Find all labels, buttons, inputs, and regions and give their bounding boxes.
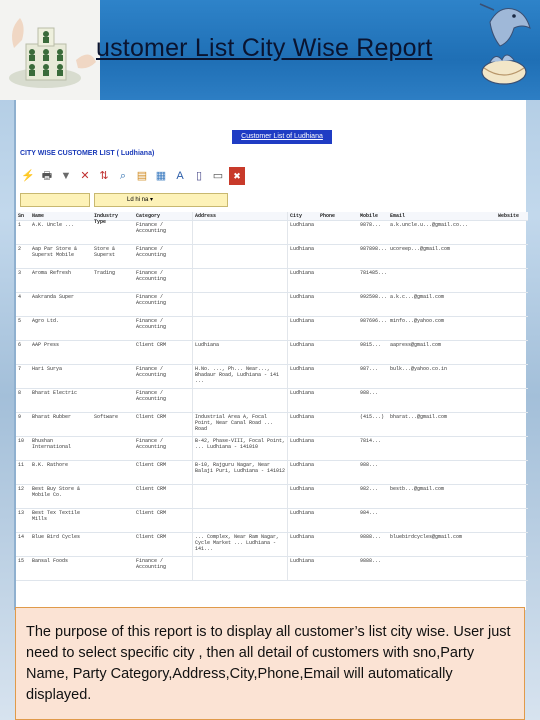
- report-description: The purpose of this report is to display all customer’s list city wise. User just need to select specific city , then all detail of customers with sno,Party Name, Party Category,Address,City,Phone,Email will automatically displayed.: [15, 607, 525, 720]
- cell-name: Agro Ltd.: [32, 318, 60, 324]
- cell-phone: [318, 461, 358, 484]
- cell-city: Ludhiana: [290, 558, 315, 564]
- cell-email: ucoreep...@gmail.com: [390, 246, 451, 252]
- cell-city: Ludhiana: [290, 486, 315, 492]
- cell-category: Client CRM: [136, 510, 167, 516]
- cell-address: ... Complex, Near Ram Nagar, Cycle Market ... Ludhiana - 141...: [192, 533, 288, 556]
- print-icon[interactable]: 🖶: [41, 169, 53, 182]
- cell-sno: 3: [18, 270, 22, 276]
- column-header[interactable]: Sn: [18, 213, 25, 219]
- column-header[interactable]: Address: [192, 212, 288, 220]
- cell-website: [496, 413, 526, 436]
- cell-name: AAP Press: [32, 342, 60, 348]
- close-icon[interactable]: ✖: [229, 167, 245, 185]
- cell-sno: 2: [18, 246, 22, 252]
- cell-category: Finance / Accounting: [136, 270, 167, 282]
- cell-mobile: 987696...: [360, 318, 388, 324]
- table-row[interactable]: [16, 485, 528, 509]
- cell-city: Ludhiana: [290, 342, 315, 348]
- cell-industry: [92, 485, 134, 508]
- cell-category: Client CRM: [136, 414, 167, 420]
- cell-email: bestb...@gmail.com: [390, 486, 445, 492]
- cell-sno: 7: [18, 366, 22, 372]
- cell-mobile: (415...): [360, 414, 385, 420]
- table-row[interactable]: [16, 509, 528, 533]
- sort-icon[interactable]: ⇅: [99, 169, 109, 182]
- cell-phone: [318, 221, 358, 244]
- table-row[interactable]: [16, 557, 528, 581]
- cell-address: [192, 293, 288, 316]
- cell-mobile: 984...: [360, 510, 379, 516]
- cell-sno: 12: [18, 486, 25, 492]
- selected-city-value: Ld hi na: [127, 197, 149, 203]
- cell-phone: [318, 413, 358, 436]
- customer-list-header-button[interactable]: Customer List of Ludhiana: [232, 130, 332, 144]
- cell-website: [496, 293, 526, 316]
- cell-address: Industrial Area A, Focal Point, Near Canal Road ... Road: [192, 413, 288, 436]
- cell-address: [192, 389, 288, 412]
- table-row[interactable]: [16, 221, 528, 245]
- font-icon[interactable]: A: [176, 169, 184, 182]
- city-select[interactable]: Ld hi na ▾: [94, 193, 228, 207]
- cell-category: Client CRM: [136, 342, 167, 348]
- cell-category: Finance / Accounting: [136, 222, 167, 234]
- cell-category: Finance / Accounting: [136, 294, 167, 306]
- cell-phone: [318, 317, 358, 340]
- cell-industry: Store & Superst: [94, 246, 116, 258]
- cell-address: [192, 557, 288, 580]
- cell-category: Finance / Accounting: [136, 438, 167, 450]
- cell-sno: 9: [18, 414, 22, 420]
- column-header[interactable]: Website: [498, 213, 520, 219]
- zoom-icon[interactable]: ⌕: [119, 169, 127, 182]
- cell-sno: 8: [18, 390, 22, 396]
- cell-industry: [92, 317, 134, 340]
- cell-phone: [318, 557, 358, 580]
- cell-industry: Software: [94, 414, 119, 420]
- cell-industry: [92, 461, 134, 484]
- cell-city: Ludhiana: [290, 318, 315, 324]
- table-row[interactable]: [16, 413, 528, 437]
- bird-nest-logo: [470, 2, 538, 98]
- cell-mobile: 988...: [360, 462, 379, 468]
- column-header[interactable]: Phone: [320, 213, 336, 219]
- cell-city: Ludhiana: [290, 246, 315, 252]
- cell-mobile: 987...: [360, 366, 379, 372]
- cell-name: Best Tex Textile Mills: [32, 510, 81, 522]
- cell-mobile: 9888...: [360, 534, 382, 540]
- cell-website: [496, 461, 526, 484]
- cell-industry: [92, 509, 134, 532]
- cell-city: Ludhiana: [290, 294, 315, 300]
- report-toolbar: [20, 167, 245, 185]
- cell-address: [192, 221, 288, 244]
- cell-email: a.k.c...@gmail.com: [390, 294, 445, 300]
- cell-phone: [318, 365, 358, 388]
- cell-phone: [318, 245, 358, 268]
- table-row[interactable]: [16, 533, 528, 557]
- cell-category: Finance / Accounting: [136, 366, 167, 378]
- cell-email: [388, 437, 496, 460]
- cell-sno: 14: [18, 534, 25, 540]
- cell-mobile: 781485...: [360, 270, 388, 276]
- cell-name: Blue Bird Cycles: [32, 534, 81, 540]
- cell-address: B-10, Rajguru Nagar, Near Balaji Puri, Ludhiana - 141012: [192, 461, 288, 484]
- cell-industry: [92, 221, 134, 244]
- table-row[interactable]: [16, 437, 528, 461]
- cell-address: Ludhiana: [192, 341, 288, 364]
- cell-city: Ludhiana: [290, 390, 315, 396]
- cell-phone: [318, 437, 358, 460]
- cell-mobile: 9888...: [360, 558, 382, 564]
- cell-website: [496, 533, 526, 556]
- cell-category: Finance / Accounting: [136, 318, 167, 330]
- table-body: [16, 221, 528, 581]
- table-row[interactable]: [16, 341, 528, 365]
- slide-banner: [0, 0, 540, 100]
- cell-industry: [92, 293, 134, 316]
- column-header[interactable]: City: [290, 213, 303, 219]
- cell-sno: 1: [18, 222, 22, 228]
- cell-city: Ludhiana: [290, 510, 315, 516]
- cell-website: [496, 317, 526, 340]
- table-row[interactable]: [16, 293, 528, 317]
- cell-industry: [92, 365, 134, 388]
- table-row[interactable]: [16, 365, 528, 389]
- cell-name: Bharat Rubber: [32, 414, 72, 420]
- cell-website: [496, 221, 526, 244]
- cell-mobile: 9815...: [360, 342, 382, 348]
- cell-sno: 4: [18, 294, 22, 300]
- cell-mobile: 992598...: [360, 294, 388, 300]
- cell-city: Ludhiana: [290, 414, 315, 420]
- cell-industry: [92, 557, 134, 580]
- table-row[interactable]: [16, 269, 528, 293]
- cell-phone: [318, 269, 358, 292]
- team-building-image: [0, 0, 100, 100]
- cell-mobile: 982...: [360, 486, 379, 492]
- cell-city: Ludhiana: [290, 366, 315, 372]
- cell-website: [496, 509, 526, 532]
- cell-phone: [318, 533, 358, 556]
- cell-address: [192, 317, 288, 340]
- cell-name: Hari Surya: [32, 366, 63, 372]
- cell-sno: 13: [18, 510, 25, 516]
- lightning-icon[interactable]: ⚡: [21, 169, 35, 182]
- table-row[interactable]: [16, 317, 528, 341]
- cell-name: Best Buy Store & Mobile Co.: [32, 486, 81, 498]
- cell-address: [192, 245, 288, 268]
- cell-website: [496, 269, 526, 292]
- cell-website: [496, 341, 526, 364]
- cell-category: Client CRM: [136, 462, 167, 468]
- cell-industry: Trading: [94, 270, 116, 276]
- column-header[interactable]: Name: [32, 213, 45, 219]
- cell-name: Bansal Foods: [32, 558, 69, 564]
- cell-website: [496, 557, 526, 580]
- cell-name: B.K. Rathore: [32, 462, 69, 468]
- cell-industry: [92, 437, 134, 460]
- cell-sno: 6: [18, 342, 22, 348]
- cell-email: [388, 557, 496, 580]
- cell-category: Client CRM: [136, 486, 167, 492]
- cell-industry: [92, 341, 134, 364]
- table-row[interactable]: [16, 389, 528, 413]
- cell-email: bharat...@gmail.com: [390, 414, 448, 420]
- cell-address: [192, 485, 288, 508]
- city-filter-input[interactable]: [20, 193, 90, 207]
- cell-city: Ludhiana: [290, 462, 315, 468]
- cell-address: B-42, Phase-VIII, Focal Point, ... Ludhiana - 141010: [192, 437, 288, 460]
- cell-name: Bharat Electric: [32, 390, 78, 396]
- cell-phone: [318, 341, 358, 364]
- cell-city: Ludhiana: [290, 222, 315, 228]
- customer-table: [16, 212, 528, 581]
- slide-title: ustomer List City Wise Report: [96, 34, 433, 62]
- table-row[interactable]: [16, 245, 528, 269]
- cell-mobile: 988...: [360, 390, 379, 396]
- cell-website: [496, 389, 526, 412]
- cell-mobile: 7814...: [360, 438, 382, 444]
- column-header[interactable]: Industry Type: [94, 213, 119, 225]
- cell-website: [496, 485, 526, 508]
- cell-website: [496, 437, 526, 460]
- cell-phone: [318, 293, 358, 316]
- cell-email: bulk...@yahoo.co.in: [390, 366, 448, 372]
- cell-email: [388, 509, 496, 532]
- report-screenshot: [14, 100, 526, 610]
- cell-sno: 10: [18, 438, 25, 444]
- cell-sno: 5: [18, 318, 22, 324]
- cell-email: [388, 461, 496, 484]
- cell-website: [496, 365, 526, 388]
- cell-mobile: 9878...: [360, 222, 382, 228]
- page-icon[interactable]: ▯: [195, 169, 203, 182]
- cell-phone: [318, 389, 358, 412]
- cell-name: Aroma Refresh: [32, 270, 72, 276]
- table-row[interactable]: [16, 461, 528, 485]
- cell-phone: [318, 509, 358, 532]
- document-icon[interactable]: ▭: [212, 169, 224, 182]
- cell-email: [388, 269, 496, 292]
- cell-sno: 15: [18, 558, 25, 564]
- clear-filter-icon[interactable]: ✕: [80, 169, 90, 182]
- grid-icon[interactable]: ▦: [155, 169, 167, 182]
- cell-email: minfo...@yahoo.com: [390, 318, 445, 324]
- cell-category: Finance / Accounting: [136, 558, 167, 570]
- cell-mobile: 987898...: [360, 246, 388, 252]
- filter-icon[interactable]: ▼: [60, 169, 72, 182]
- cell-city: Ludhiana: [290, 270, 315, 276]
- cell-industry: [92, 389, 134, 412]
- cell-sno: 11: [18, 462, 25, 468]
- cell-phone: [318, 485, 358, 508]
- cell-email: bluebirdcycles@gmail.com: [390, 534, 463, 540]
- cell-category: Finance / Accounting: [136, 390, 167, 402]
- cell-name: A.K. Uncle ...: [32, 222, 75, 228]
- cell-address: [192, 509, 288, 532]
- column-header[interactable]: Email: [390, 213, 406, 219]
- cell-city: Ludhiana: [290, 534, 315, 540]
- cell-email: a.k.uncle.u...@gmail.co...: [390, 222, 469, 228]
- cell-name: Bhushan International: [32, 438, 72, 450]
- cell-address: [192, 269, 288, 292]
- cell-name: Aap Par Store & Superst Mobile: [32, 246, 78, 258]
- column-header[interactable]: Category: [136, 213, 161, 219]
- report-subtitle: CITY WISE CUSTOMER LIST ( Ludhiana): [20, 150, 155, 157]
- export-icon[interactable]: ▤: [136, 169, 148, 182]
- cell-industry: [92, 533, 134, 556]
- cell-address: H.No. ..., Ph... Near..., Bhadaur Road, Ludhiana - 141 ...: [192, 365, 288, 388]
- cell-category: Client CRM: [136, 534, 167, 540]
- cell-email: [388, 389, 496, 412]
- cell-website: [496, 245, 526, 268]
- cell-category: Finance / Accounting: [136, 246, 167, 258]
- cell-name: Aakranda Super: [32, 294, 75, 300]
- cell-email: aapress@gmail.com: [390, 342, 442, 348]
- cell-city: Ludhiana: [290, 438, 315, 444]
- column-header[interactable]: Mobile: [360, 213, 379, 219]
